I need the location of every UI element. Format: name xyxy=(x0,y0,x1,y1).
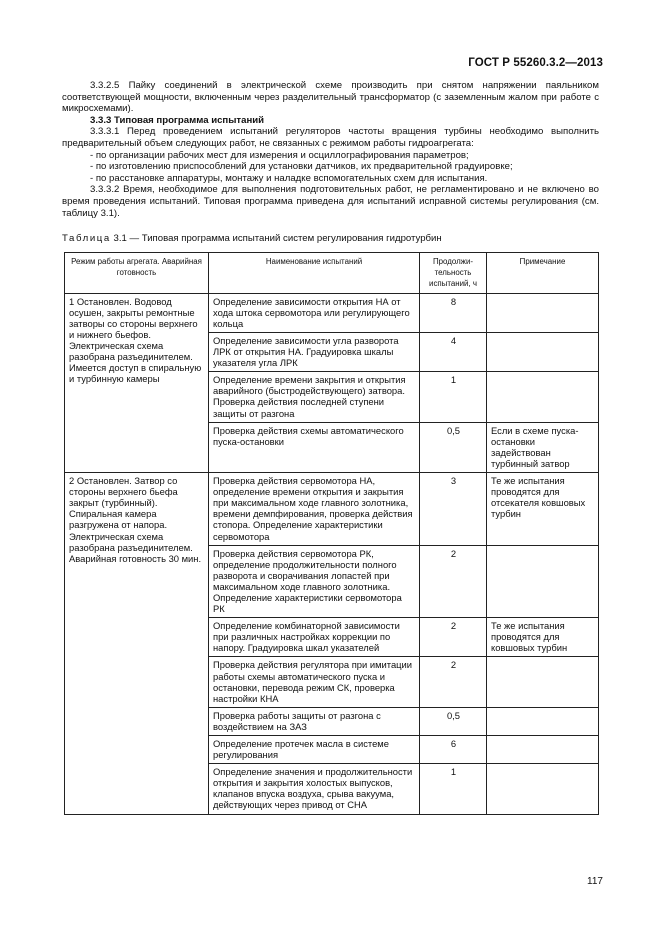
note-cell xyxy=(487,736,599,764)
bullet-item: - по изготовлению приспособлений для установки датчиков, их предварительной градуировке; xyxy=(90,161,513,173)
table-caption xyxy=(62,233,599,245)
duration-cell: 2 xyxy=(420,545,487,618)
note-cell xyxy=(487,372,599,422)
paragraph-3-3-3-1: 3.3.3.1 Перед проведением испытаний регуляторов частоты вращения турбины необходимо выполнить предварительный объем следующих работ, не связанных с режимом работы гидроагрегата: xyxy=(62,126,599,149)
bullet-item: - по расстановке аппаратуры, монтажу и наладке вспомогательных схем для испытания. xyxy=(90,172,488,184)
test-program-table xyxy=(64,252,599,815)
table-body xyxy=(65,293,599,814)
column-header-mode: Режим работы агрегата. Аварийная готовность xyxy=(65,252,209,293)
page-number: 117 xyxy=(587,876,603,887)
duration-cell: 2 xyxy=(420,657,487,707)
column-header-duration: Продолжи-тельность испытаний, ч xyxy=(420,252,487,293)
table-row xyxy=(65,293,599,332)
note-cell xyxy=(487,293,599,332)
page-body xyxy=(62,80,599,815)
duration-cell: 4 xyxy=(420,333,487,372)
note-cell xyxy=(487,333,599,372)
test-name-cell: Определение зависимости угла разворота ЛРК от открытия НА. Градуировка шкалы указателя угла ЛРК xyxy=(209,333,420,372)
table-header-row xyxy=(65,252,599,293)
test-name-cell: Проверка действия сервомотора РК, определение продолжительности полного разворота и сворачивания лопастей при максимальном ходе главного золотника. Определение характеристики сервомотора РК xyxy=(209,545,420,618)
test-name-cell: Проверка действия сервомотора НА, определение времени открытия и закрытия при максимальном ходе главного золотника, времени демпфирования, проверка действия стопора. Определение характеристики сервомотора xyxy=(209,473,420,546)
test-name-cell: Определение зависимости открытия НА от хода штока сервомотора или регулирующего кольца xyxy=(209,293,420,332)
paragraph-3-3-3-2: 3.3.3.2 Время, необходимое для выполнения подготовительных работ, не регламентировано и не включено во время проведения испытаний. Типовая программа приведена для испытаний исправной системы регулирования (см. таблицу 3.1). xyxy=(62,184,599,219)
note-cell xyxy=(487,545,599,618)
note-cell: Те же испытания проводятся для ковшовых турбин xyxy=(487,618,599,657)
duration-cell: 0,5 xyxy=(420,707,487,735)
duration-cell: 6 xyxy=(420,736,487,764)
table-caption-word: Таблица xyxy=(62,233,111,245)
duration-cell: 0,5 xyxy=(420,422,487,472)
duration-cell: 8 xyxy=(420,293,487,332)
test-name-cell: Определение протечек масла в системе регулирования xyxy=(209,736,420,764)
column-header-test-name: Наименование испытаний xyxy=(209,252,420,293)
document-code: ГОСТ Р 55260.3.2—2013 xyxy=(468,57,603,69)
duration-cell: 1 xyxy=(420,764,487,814)
note-cell: Если в схеме пуска-остановки задействован турбинный затвор xyxy=(487,422,599,472)
operating-mode-cell: 2 Остановлен. Затвор со стороны верхнего бьефа закрыт (турбинный). Спиральная камера разгружена от напора. Электрическая схема разобрана разъединителем. Аварийная готовность 30 мин. xyxy=(65,473,209,815)
table-caption-text: 3.1 — Типовая программа испытаний систем регулирования гидротурбин xyxy=(113,233,442,245)
note-cell xyxy=(487,707,599,735)
duration-cell: 3 xyxy=(420,473,487,546)
duration-cell: 2 xyxy=(420,618,487,657)
table-row xyxy=(65,473,599,546)
test-name-cell: Проверка действия регулятора при имитации работы схемы автоматического пуска и остановки, перевода режим СК, проверка настройки КНА xyxy=(209,657,420,707)
section-heading: 3.3.3 Типовая программа испытаний xyxy=(90,114,265,126)
note-cell: Те же испытания проводятся для отсекателя ковшовых турбин xyxy=(487,473,599,546)
test-name-cell: Проверка действия схемы автоматического пуска-остановки xyxy=(209,422,420,472)
column-header-note: Примечание xyxy=(487,252,599,293)
note-cell xyxy=(487,657,599,707)
duration-cell: 1 xyxy=(420,372,487,422)
test-name-cell: Определение времени закрытия и открытия аварийного (быстродействующего) затвора. Проверка действия последней ступени защиты от разгона xyxy=(209,372,420,422)
bullet-item: - по организации рабочих мест для измерения и осциллографирования параметров; xyxy=(90,149,469,161)
test-name-cell: Определение значения и продолжительности открытия и закрытия холостых выпусков, клапанов впуска воздуха, срыва вакуума, действующих через привод от СНА xyxy=(209,764,420,814)
test-name-cell: Определение комбинаторной зависимости при различных настройках коррекции по напору. Градуировка шкал указателей xyxy=(209,618,420,657)
operating-mode-cell: 1 Остановлен. Водовод осушен, закрыты ремонтные затворы со стороны верхнего и нижнего бьефов. Электрическая схема разобрана разъединителем. Имеется доступ в спиральную и турбинную камеры xyxy=(65,293,209,472)
note-cell xyxy=(487,764,599,814)
paragraph-3-3-2-5: 3.3.2.5 Пайку соединений в электрической схеме производить при снятом напряжении паяльником соответствующей мощности, включенным через разделительный трансформатор (с заземленным жалом при работе с микросхемами). xyxy=(62,80,599,115)
test-name-cell: Проверка работы защиты от разгона с воздействием на ЗАЗ xyxy=(209,707,420,735)
